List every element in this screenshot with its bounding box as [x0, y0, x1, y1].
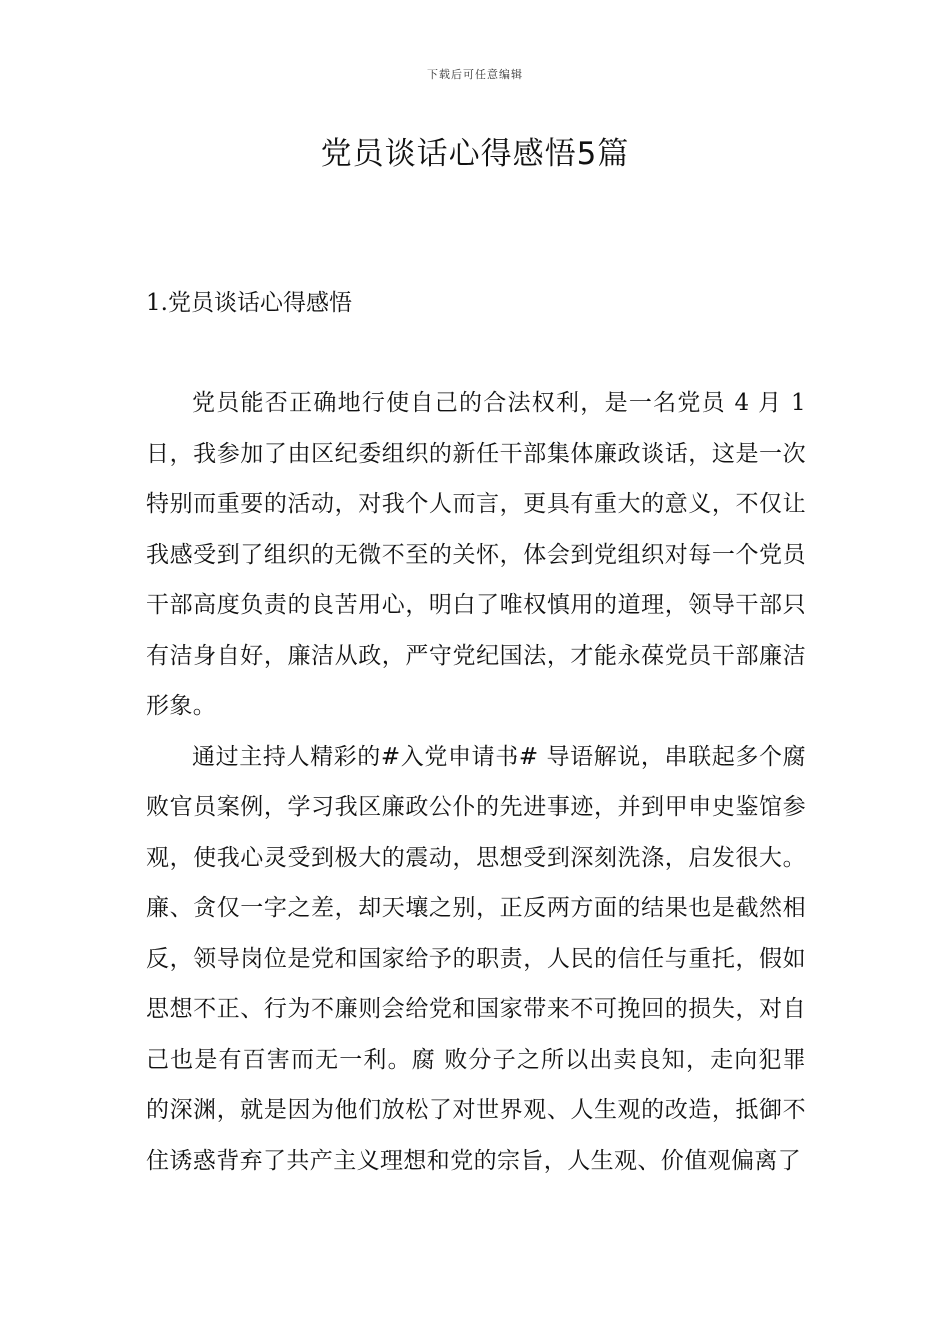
document-title: 党员谈话心得感悟5篇 [320, 136, 630, 172]
paragraph: 通过主持人精彩的#入党申请书# 导语解说，串联起多个腐 败官员案例，学习我区廉政公仆的先进事迹，并到甲申史鉴馆参观，使我心灵受到极大的震动，思想受到深刻洗涤，启发很大。廉、贪仅一字之差，却天壤之别，正反两方面的结果也是截然相反，领导岗位是党和国家给予的职责，人民的信任与重托，假如思想不正、行为不廉则会给党和国家带来不可挽回的损失，对自己也是有百害而无一利。腐 败分子之所以出卖良知，走向犯罪的深渊，就是因为他们放松了对世界观、人生观的改造，抵御不住诱惑背弃了共产主义理想和党的宗旨，人生观、价值观偏离了 [146, 743, 806, 1174]
body-text [146, 378, 806, 1186]
paragraph: 党员能否正确地行使自己的合法权利，是一名党员 4 月 1 日，我参加了由区纪委组织的新任干部集体廉政谈话，这是一次特别而重要的活动，对我个人而言，更具有重大的意义，不仅让我感受到了组织的无微不至的关怀，体会到党组织对每一个党员干部高度负责的良苦用心，明白了唯权慎用的道理，领导干部只有洁身自好，廉洁从政，严守党纪国法，才能永葆党员干部廉洁形象。 [146, 390, 806, 719]
section-heading: 1.党员谈话心得感悟 [146, 290, 352, 316]
header-note: 下载后可任意编辑 [427, 68, 523, 81]
